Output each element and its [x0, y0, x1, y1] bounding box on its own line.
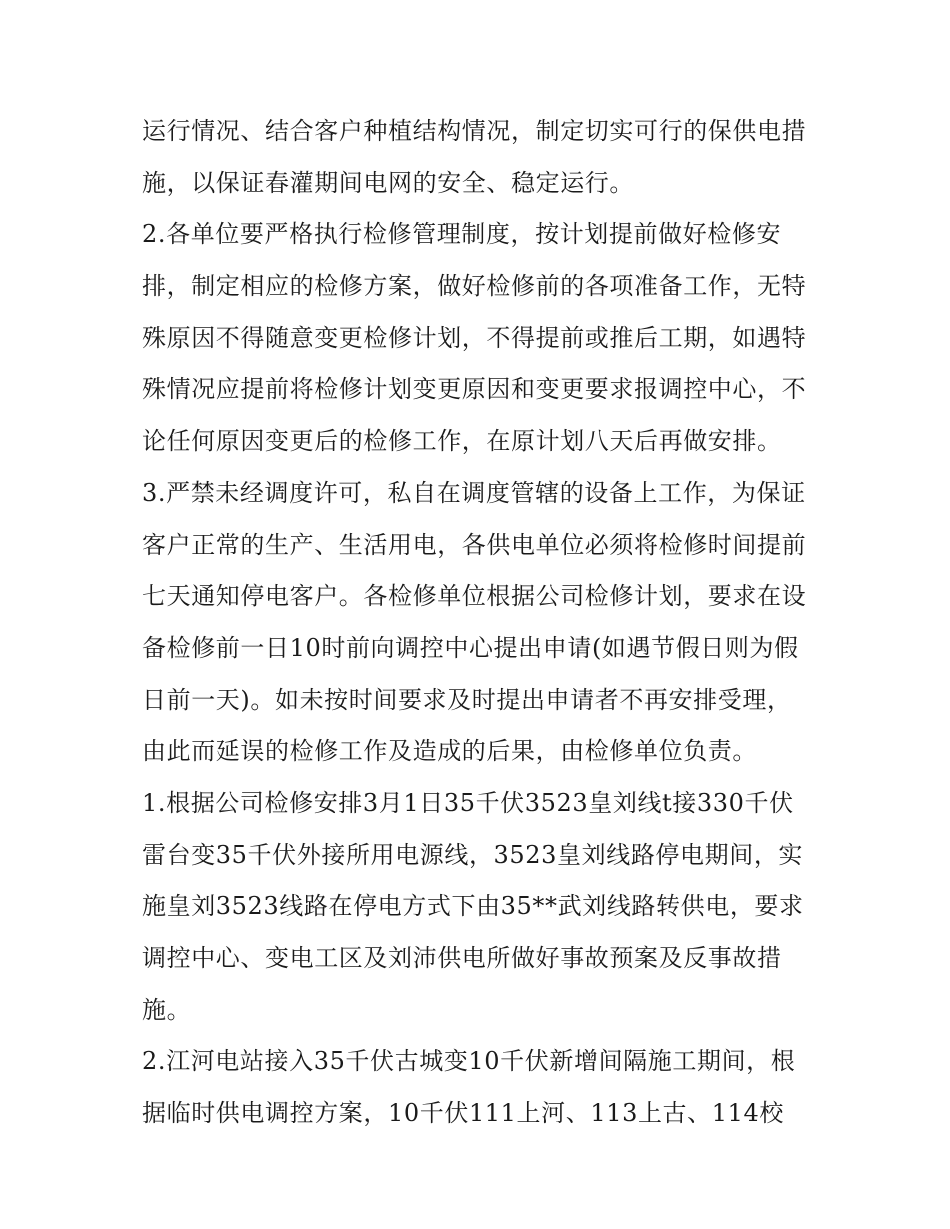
- text-line: 施，以保证春灌期间电网的安全、稳定运行。: [142, 168, 634, 197]
- text-line: 运行情况、结合客户种植结构情况，制定切实可行的保供电措: [142, 117, 807, 145]
- text-line: 3.严禁未经调度许可，私自在调度管辖的设备上工作，为保证: [142, 478, 806, 507]
- text-line: 论任何原因变更后的检修工作，在原计划八天后再做安排。: [142, 427, 782, 456]
- text-line: 由此而延误的检修工作及造成的后果，由检修单位负责。: [142, 737, 757, 766]
- text-line: 客户正常的生产、生活用电，各供电单位必须将检修时间提前: [142, 530, 807, 559]
- text-line: 备检修前一日10时前向调控中心提出申请(如遇节假日则为假: [142, 633, 799, 662]
- text-line: 2.江河电站接入35千伏古城变10千伏新增间隔施工期间，根: [142, 1047, 796, 1076]
- text-line: 据临时供电调控方案，10千伏111上河、113上古、114校: [142, 1099, 784, 1128]
- body-text: [142, 106, 814, 1140]
- text-line: 日前一天)。如未按时间要求及时提出申请者不再安排受理，: [142, 685, 792, 714]
- text-line: 雷台变35千伏外接所用电源线，3523皇刘线路停电期间，实: [142, 840, 804, 869]
- text-line: 殊情况应提前将检修计划变更原因和变更要求报调控中心，不: [142, 375, 807, 404]
- text-line: 2.各单位要严格执行检修管理制度，按计划提前做好检修安: [142, 220, 782, 249]
- text-line: 排，制定相应的检修方案，做好检修前的各项准备工作，无特: [142, 272, 807, 301]
- text-line: 七天通知停电客户。各检修单位根据公司检修计划，要求在设: [142, 582, 807, 611]
- text-line: 1.根据公司检修安排3月1日35千伏3523皇刘线t接330千伏: [142, 788, 794, 817]
- text-line: 施皇刘3523线路在停电方式下由35**武刘线路转供电，要求: [142, 892, 804, 921]
- text-line: 殊原因不得随意变更检修计划，不得提前或推后工期，如遇特: [142, 323, 807, 352]
- text-line: 施。: [142, 995, 192, 1024]
- text-line: 调控中心、变电工区及刘沛供电所做好事故预案及反事故措: [142, 944, 782, 972]
